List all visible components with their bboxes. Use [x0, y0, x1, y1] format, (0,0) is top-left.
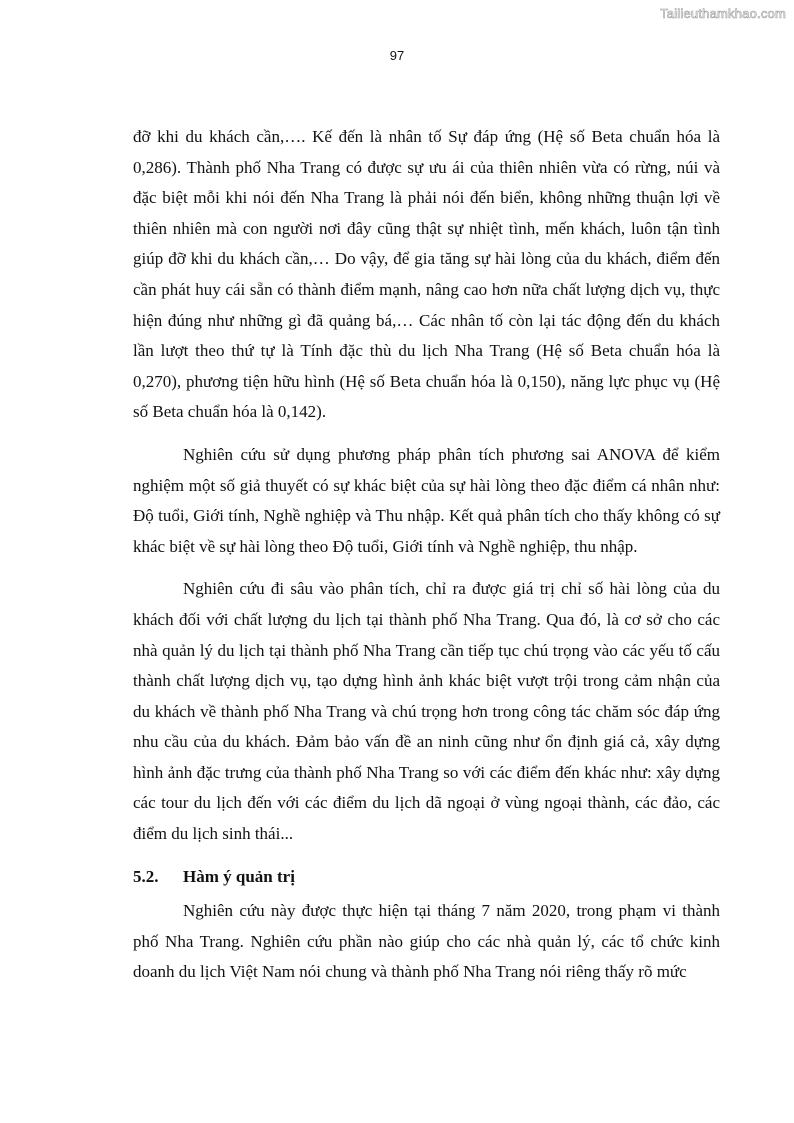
document-body	[133, 122, 720, 988]
page-number: 97	[389, 48, 405, 63]
section-heading	[133, 862, 720, 893]
paragraph-1: đỡ khi du khách cần,…. Kế đến là nhân tố Sự đáp ứng (Hệ số Beta chuẩn hóa là 0,286). Thành phố Nha Trang có được sự ưu ái của thiên nhiên vừa có rừng, núi và đặc biệt mỗi khi nói đến Nha Trang là phải nói đến biển, không những thuận lợi về thiên nhiên mà con người nơi đây cũng thật sự nhiệt tình, mến khách, luôn tận tình giúp đỡ khi du khách cần,… Do vậy, để gia tăng sự hài lòng của du khách, điểm đến cần phát huy cái sẵn có thành điểm mạnh, nâng cao hơn nữa chất lượng dịch vụ, thực hiện đúng như những gì đã quảng bá,… Các nhân tố còn lại tác động đến du khách lần lượt theo thứ tự là Tính đặc thù du lịch Nha Trang (Hệ số Beta chuẩn hóa là 0,270), phương tiện hữu hình (Hệ số Beta chuẩn hóa là 0,150), năng lực phục vụ (Hệ số Beta chuẩn hóa là 0,142).	[133, 127, 720, 422]
paragraph-2: Nghiên cứu sử dụng phương pháp phân tích phương sai ANOVA để kiểm nghiệm một số giả thuyết có sự khác biệt của sự hài lòng theo đặc điểm cá nhân như: Độ tuổi, Giới tính, Nghề nghiệp và Thu nhập. Kết quả phân tích cho thấy không có sự khác biệt về sự hài lòng theo Độ tuổi, Giới tính và Nghề nghiệp, thu nhập.	[133, 444, 720, 556]
watermark: Tailieuthamkhao.com	[660, 6, 786, 21]
paragraph-4: Nghiên cứu này được thực hiện tại tháng 7 năm 2020, trong phạm vi thành phố Nha Trang. Nghiên cứu phần nào giúp cho các nhà quản lý, các tổ chức kinh doanh du lịch Việt Nam nói chung và thành phố Nha Trang nói riêng thấy rõ mức	[133, 901, 720, 982]
section-number: 5.2.	[133, 866, 159, 886]
section-title: Hàm ý quản trị	[183, 866, 295, 886]
paragraph-3: Nghiên cứu đi sâu vào phân tích, chỉ ra được giá trị chỉ số hài lòng của du khách đối với chất lượng du lịch tại thành phố Nha Trang. Qua đó, là cơ sở cho các nhà quản lý du lịch tại thành phố Nha Trang cần tiếp tục chú trọng vào các yếu tố cấu thành chất lượng dịch vụ, tạo dựng hình ảnh khác biệt vượt trội trong cảm nhận của du khách về thành phố Nha Trang và chú trọng hơn trong công tác chăm sóc đáp ứng nhu cầu của du khách. Đảm bảo vấn đề an ninh cũng như ổn định giá cả, xây dựng hình ảnh đặc trưng của thành phố Nha Trang so với các điểm đến khác như: xây dựng các tour du lịch đến với các điểm du lịch dã ngoại ở vùng ngoại thành, các đảo, các điểm du lịch sinh thái...	[133, 579, 720, 844]
